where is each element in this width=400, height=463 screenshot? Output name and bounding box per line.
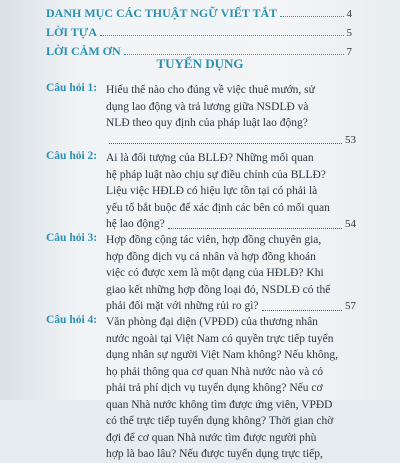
- question-line: hợp là bao lâu? Nếu được tuyển dụng trực tiếp,: [106, 448, 323, 460]
- leader-dots: [109, 132, 342, 145]
- question-line: giao kết những hợp đồng loại đó, NSDLĐ có thể: [106, 283, 331, 296]
- question-line: Hiểu thế nào cho đúng về việc thuê mướn, sử: [106, 84, 315, 96]
- question-line: đợi để cơ quan Nhà nước tìm được người phù: [106, 431, 317, 444]
- question-line: hệ lao động?: [106, 218, 165, 230]
- leader-dots: [262, 298, 342, 311]
- question-text: [106, 232, 356, 315]
- question-page-line: [106, 298, 356, 315]
- question-label: Câu hỏi 4:: [46, 314, 98, 326]
- toc-entry-page: 5: [346, 27, 352, 39]
- question-line: họ phải thông qua cơ quan Nhà nước nào và có: [106, 365, 324, 378]
- toc-leader-dots: [100, 35, 343, 36]
- question-text: [106, 314, 356, 463]
- toc-entry-preface[interactable]: [46, 25, 352, 43]
- question-line: hệ pháp luật nào chịu sự điều chỉnh của BLLĐ?: [106, 168, 326, 181]
- question-line: nước ngoài tại Việt Nam có quyền trực tiếp tuyển: [106, 332, 334, 345]
- question-line: NLĐ theo quy định của pháp luật lao động?: [106, 117, 308, 129]
- question-line: Văn phòng đại diện (VPĐD) của thương nhân: [106, 316, 318, 328]
- question-line: quan Nhà nước không tìm được ứng viên, VPĐD: [106, 398, 333, 411]
- question-label: Câu hỏi 1:: [46, 82, 98, 94]
- question-line: phải trả phí dịch vụ tuyển dụng không? Nếu cơ: [106, 382, 323, 394]
- question-line: yếu tố bắt buộc để xác định các bên có mối quan: [106, 201, 330, 214]
- question-line: phải đối mặt với những rủi ro gì?: [106, 300, 259, 312]
- question-label: Câu hỏi 2:: [46, 150, 98, 162]
- toc-entry-label: LỜI CẢM ƠN: [46, 44, 121, 58]
- section-title: TUYỂN DỤNG: [156, 56, 244, 71]
- question-line: hợp đồng dịch vụ cá nhân và hợp đồng khoán: [106, 250, 316, 263]
- toc-entry-label: LỜI TỰA: [46, 25, 98, 39]
- question-page: 53: [345, 133, 356, 146]
- question-text: [106, 150, 356, 233]
- question-page-line: [106, 132, 356, 149]
- question-line: việc có được xem là một dạng của HĐLĐ? Khi: [106, 267, 324, 279]
- question-page: 54: [345, 218, 356, 230]
- toc-leader-dots: [124, 54, 344, 55]
- toc-entry-page: 4: [346, 8, 352, 20]
- question-line: Hợp đồng cộng tác viên, hợp đồng chuyên gia,: [106, 234, 322, 246]
- question-line: Liệu việc HĐLĐ có hiệu lực tồn tại có phải là: [106, 185, 318, 197]
- question-line: dụng lao động và trả lương giữa NSDLĐ và: [106, 100, 309, 113]
- toc-entry-abbreviations[interactable]: [46, 6, 352, 24]
- toc-entry-page: 7: [346, 46, 352, 58]
- question-page: 57: [345, 300, 356, 312]
- question-line: Ai là đối tượng của BLLĐ? Những mối quan: [106, 152, 314, 164]
- toc-entry-label: DANH MỤC CÁC THUẬT NGỮ VIẾT TẮT: [46, 6, 278, 20]
- question-line: dụng nhân sự người Việt Nam không? Nếu không,: [106, 349, 338, 361]
- question-line: có thể trực tiếp tuyển dụng không? Thời gian chờ: [106, 415, 334, 427]
- question-page-line: [106, 216, 356, 233]
- question-label: Câu hỏi 3:: [46, 232, 98, 244]
- leader-dots: [168, 216, 342, 229]
- toc-leader-dots: [280, 16, 343, 17]
- question-text: [106, 82, 356, 148]
